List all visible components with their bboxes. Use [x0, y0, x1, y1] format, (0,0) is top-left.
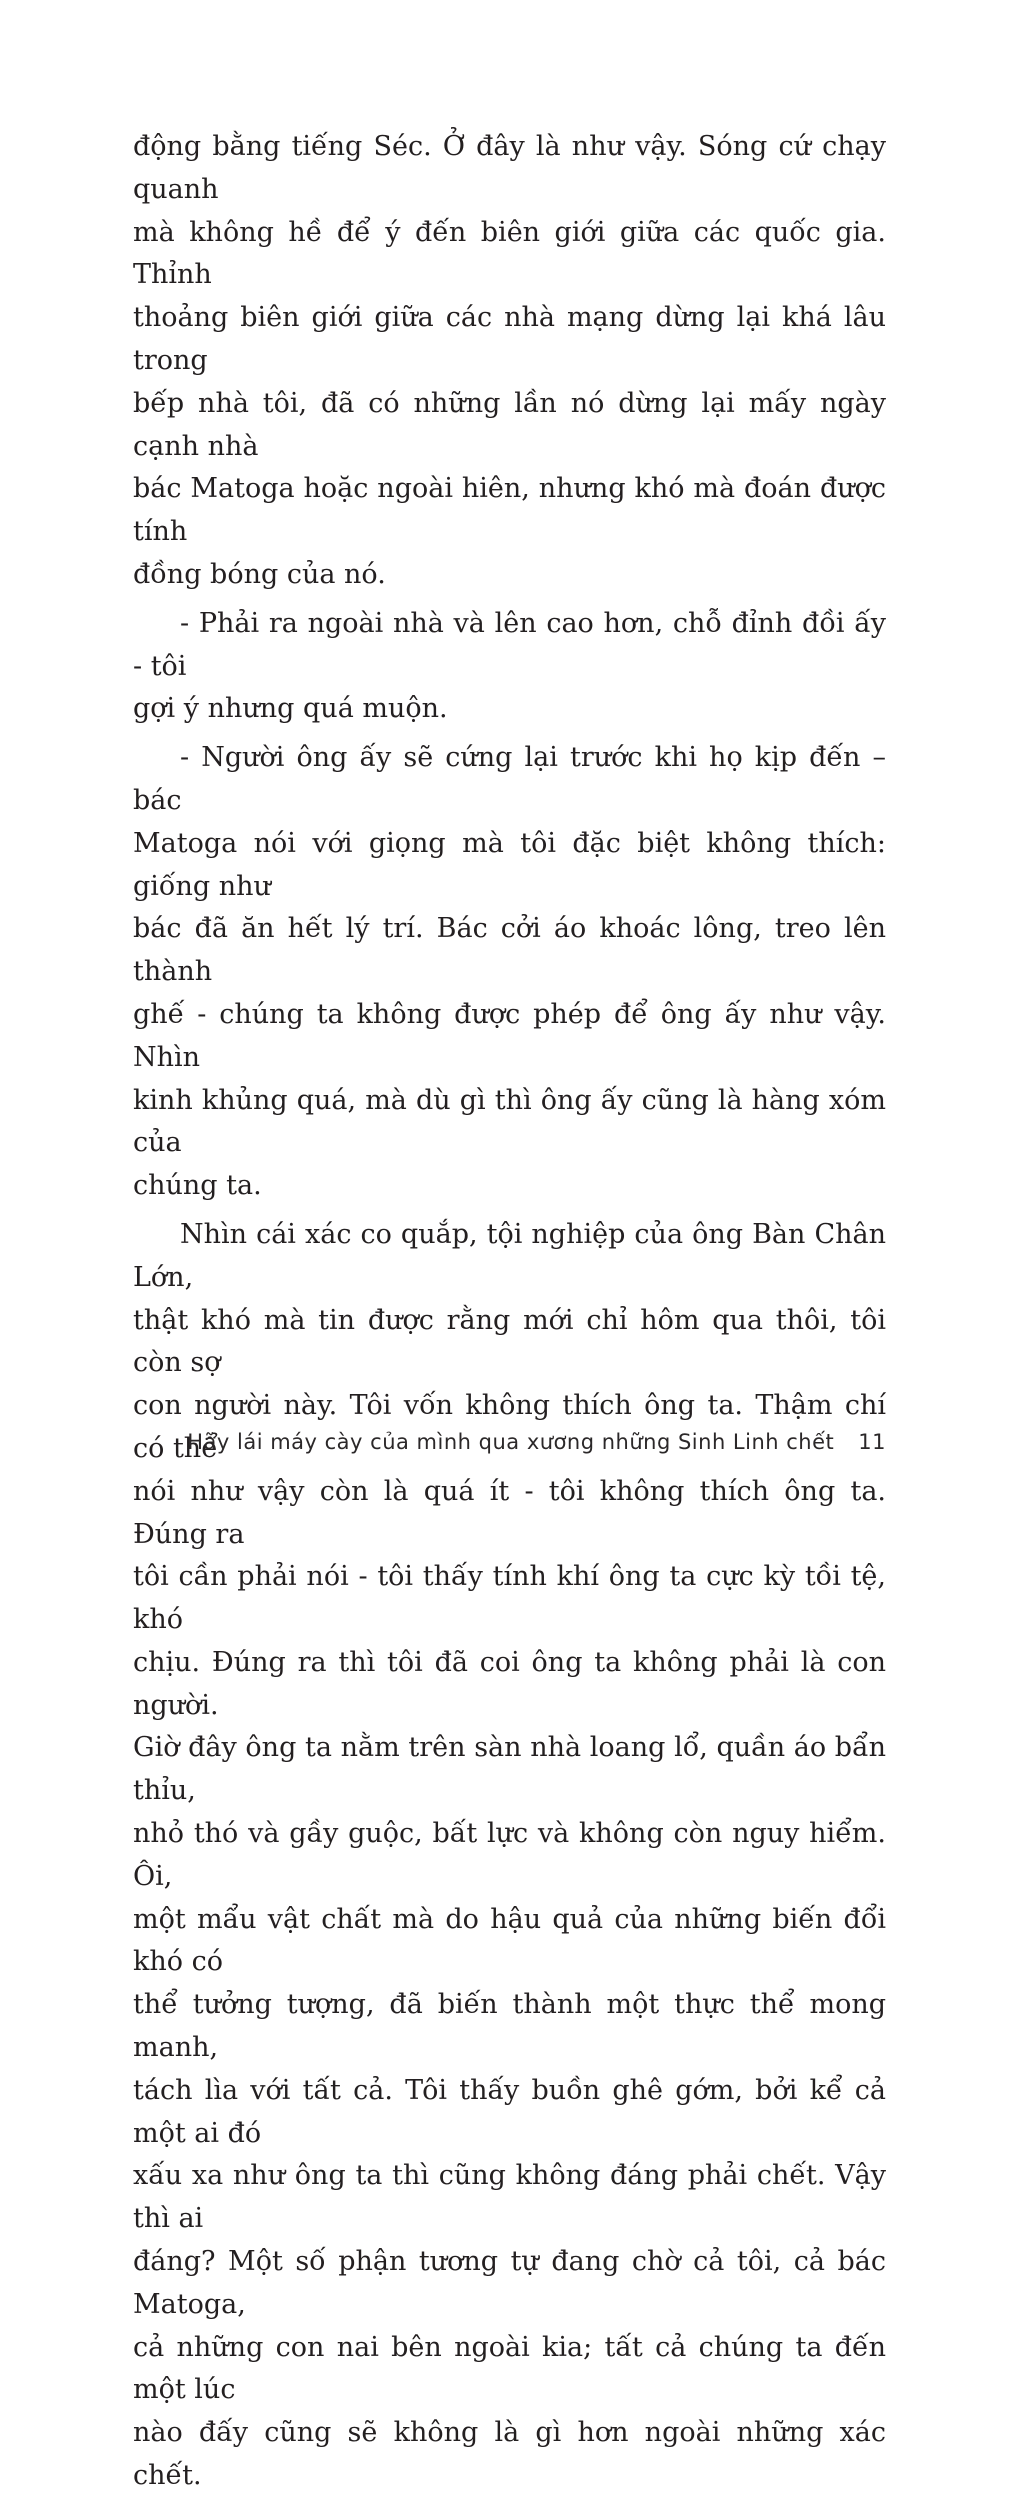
page-number: 11: [858, 1430, 886, 1454]
paragraph-4: Nhìn cái xác co quắp, tội nghiệp của ông Bàn Chân Lớn, thật khó mà tin được rằng mới chỉ hôm qua thôi, tôi còn sợ con người này. Tôi vốn không thích ông ta. Thậm chí có thể nói như vậy còn là quá ít - tôi không thích ông ta. Đúng ra tôi cần phải nói - tôi thấy tính khí ông ta cực kỳ tồi tệ, khó chịu. Đúng ra thì tôi đã coi ông ta không phải là con người. Giờ đây ông ta nằm trên sàn nhà loang lổ, quần áo bẩn thỉu, nhỏ thó và gầy guộc, bất lực và không còn nguy hiểm. Ôi, một mẩu vật chất mà do hậu quả của những biến đổi khó có thể tưởng tượng, đã biến thành một thực thể mong manh, tách lìa với tất cả. Tôi thấy buồn ghê gớm, bởi kể cả một ai đó xấu xa như ông ta thì cũng không đáng phải chết. Vậy thì ai đáng? Một số phận tương tự đang chờ cả tôi, cả bác Matoga, cả những con nai bên ngoài kia; tất cả chúng ta đến một lúc nào đấy cũng sẽ không là gì hơn ngoài những xác chết.: [133, 1218, 886, 2492]
page-body: [133, 126, 886, 2498]
paragraph-2: - Phải ra ngoài nhà và lên cao hơn, chỗ đỉnh đồi ấy - tôi gợi ý nhưng quá muộn.: [133, 607, 886, 725]
paragraph-1: động bằng tiếng Séc. Ở đây là như vậy. Sóng cứ chạy quanh mà không hề để ý đến biên giới giữa các quốc gia. Thỉnh thoảng biên giới giữa các nhà mạng dừng lại khá lâu trong bếp nhà tôi, đã có những lần nó dừng lại mấy ngày cạnh nhà bác Matoga hoặc ngoài hiên, nhưng khó mà đoán được tính đồng bóng của nó.: [133, 131, 886, 590]
paragraph-3: - Người ông ấy sẽ cứng lại trước khi họ kịp đến – bác Matoga nói với giọng mà tôi đặc biệt không thích: giống như bác đã ăn hết lý trí. Bác cởi áo khoác lông, treo lên thành ghế - chúng ta không được phép để ông ấy như vậy. Nhìn kinh khủng quá, mà dù gì thì ông ấy cũng là hàng xóm của chúng ta.: [133, 742, 886, 1202]
running-footer: [133, 1430, 886, 1454]
book-title: Hãy lái máy cày của mình qua xương những Sinh Linh chết: [187, 1430, 835, 1454]
